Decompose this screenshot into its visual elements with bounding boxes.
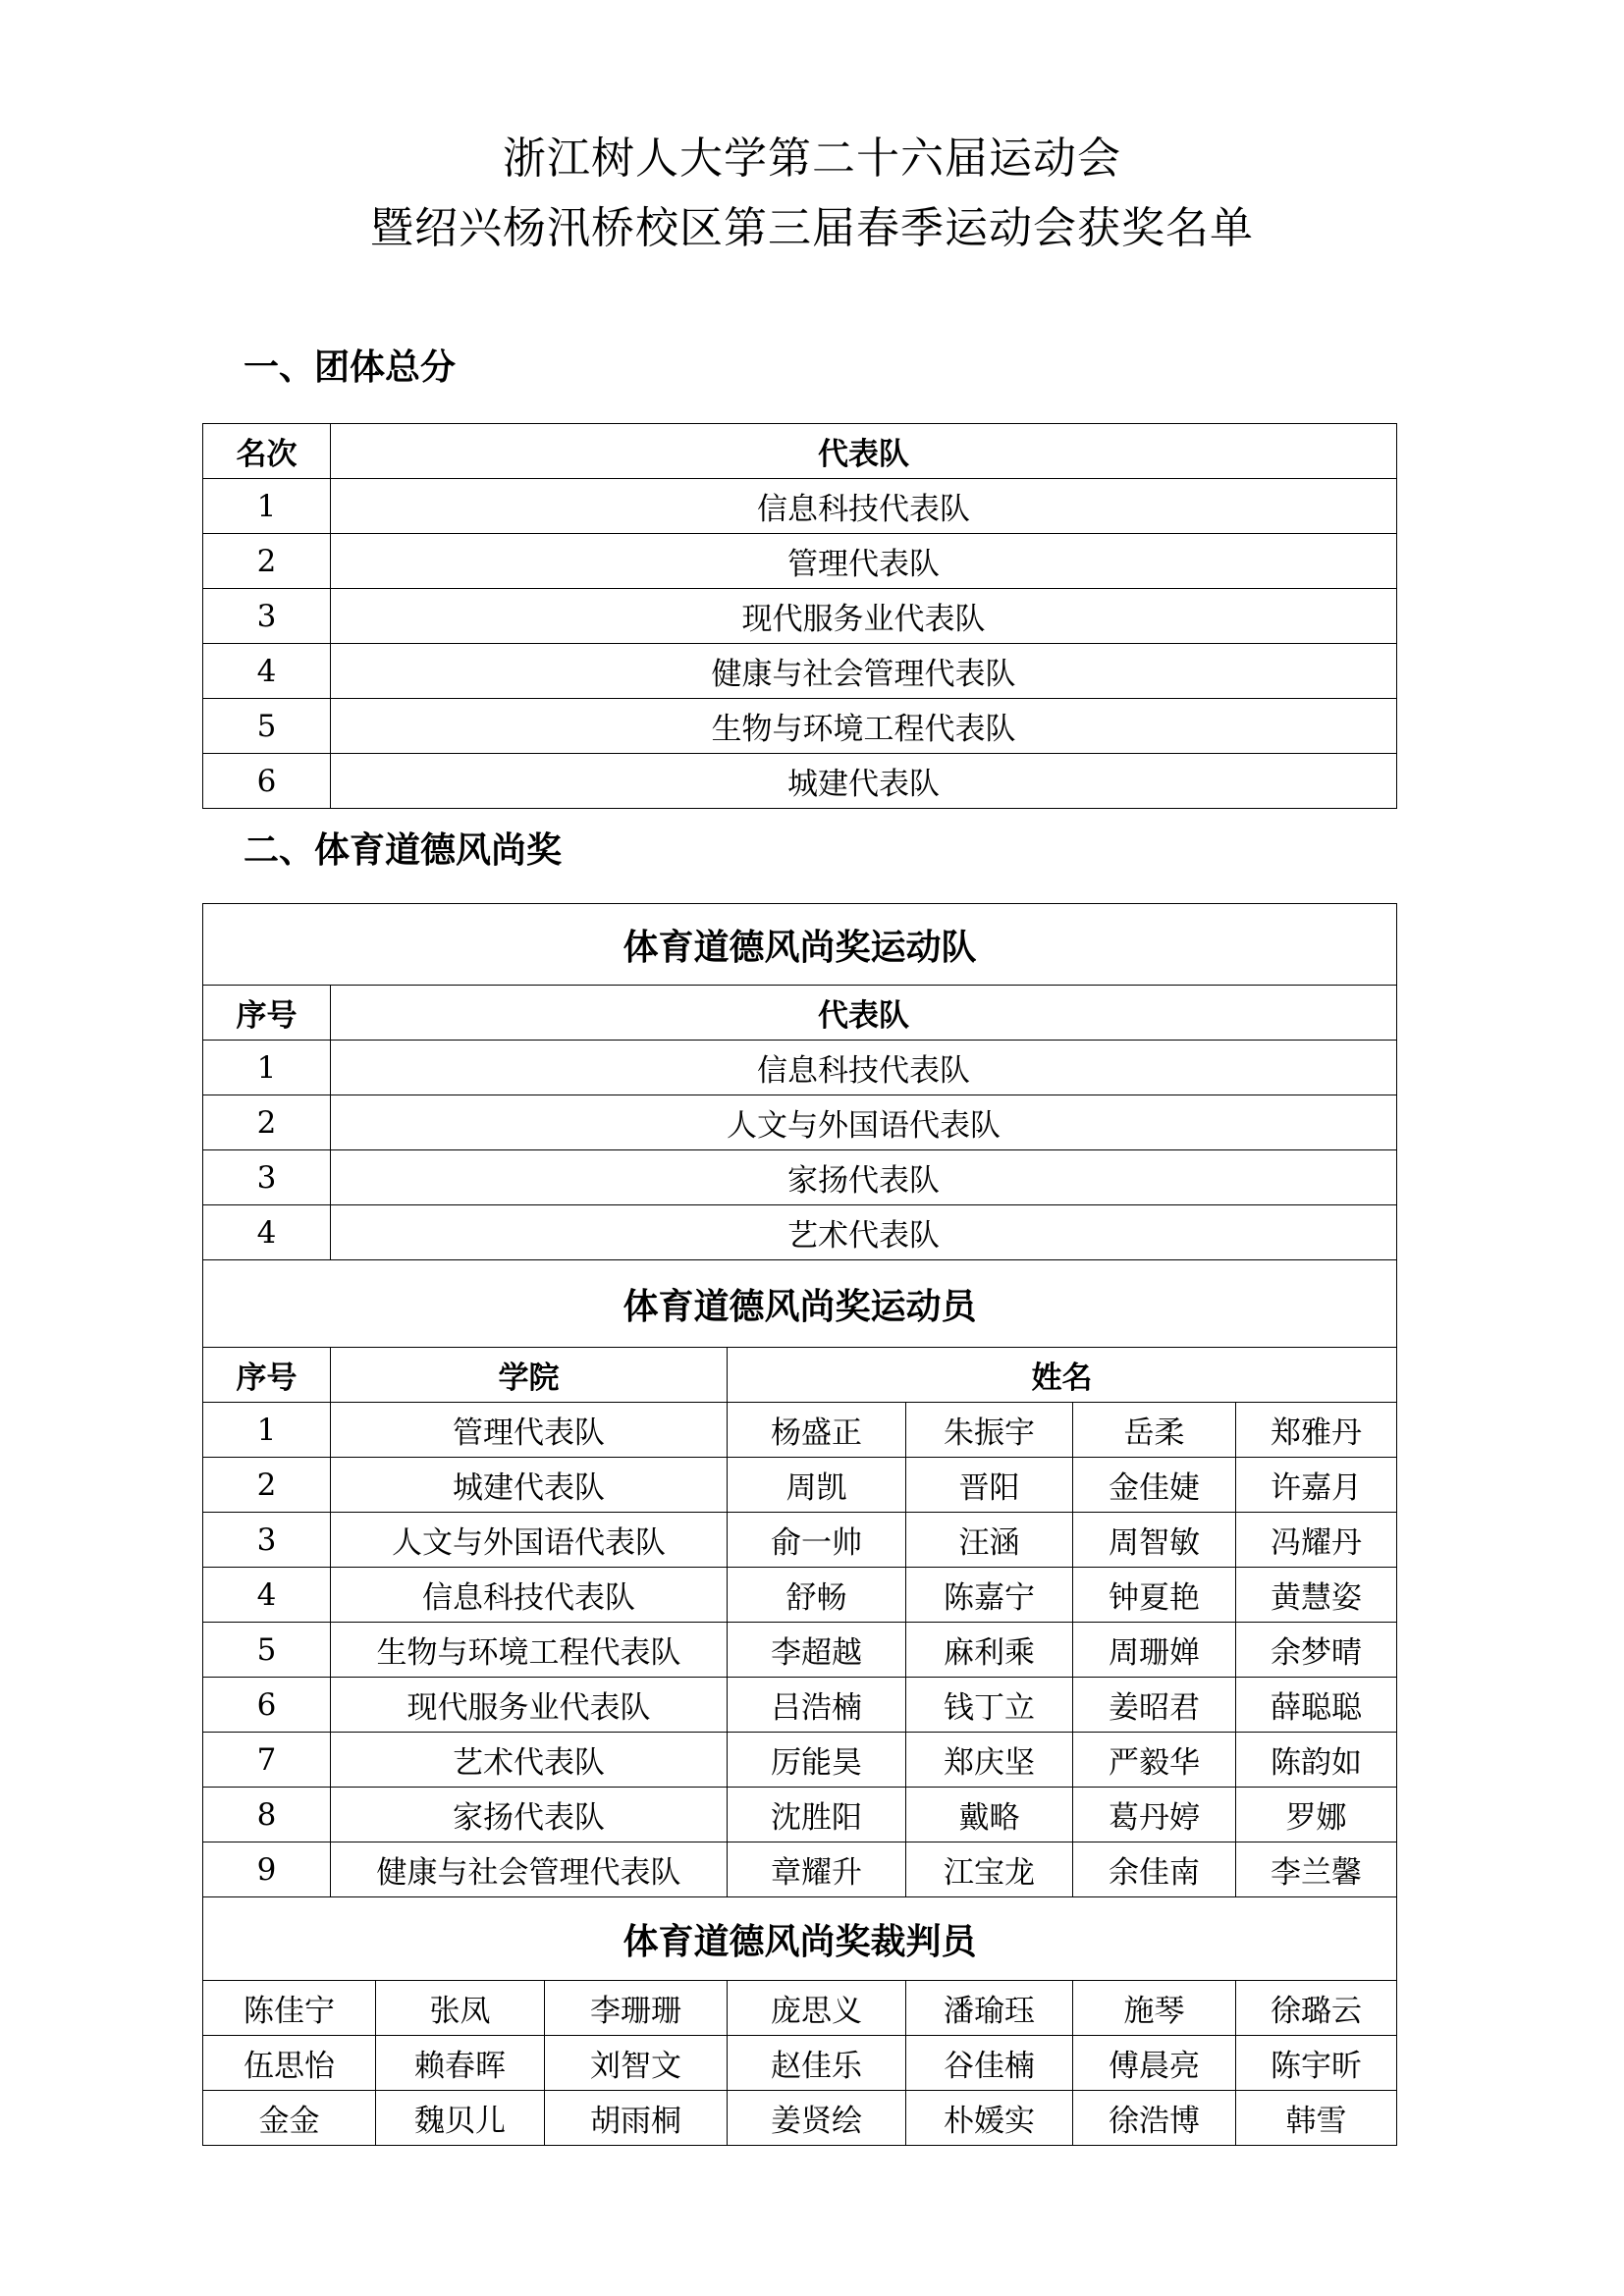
referee-name-cell: 张凤 — [376, 1981, 545, 2036]
table-row — [203, 1458, 1397, 1513]
table-header-row — [203, 1348, 1397, 1403]
table-row — [203, 1842, 1397, 1897]
section-heading-sportsmanship-award: 二、体育道德风尚奖 — [244, 830, 563, 871]
team-cell: 家扬代表队 — [331, 1150, 1397, 1205]
athlete-name-cell: 黄慧姿 — [1236, 1568, 1397, 1623]
college-cell: 信息科技代表队 — [331, 1568, 728, 1623]
number-cell: 5 — [203, 1623, 331, 1678]
referee-name-cell: 朴媛实 — [906, 2091, 1073, 2146]
athlete-name-cell: 汪涵 — [906, 1513, 1073, 1568]
athlete-name-cell: 周凯 — [728, 1458, 906, 1513]
award-teams-title-row — [203, 904, 1397, 986]
table-row — [203, 2091, 1397, 2146]
referee-name-cell: 魏贝儿 — [376, 2091, 545, 2146]
team-cell: 艺术代表队 — [331, 1205, 1397, 1260]
referee-name-cell: 姜贤绘 — [728, 2091, 906, 2146]
athlete-name-cell: 朱振宇 — [906, 1403, 1073, 1458]
athlete-name-cell: 李超越 — [728, 1623, 906, 1678]
referee-name-cell: 李珊珊 — [545, 1981, 728, 2036]
team-cell: 城建代表队 — [331, 754, 1397, 809]
athlete-name-cell: 周智敏 — [1073, 1513, 1236, 1568]
athlete-name-cell: 晋阳 — [906, 1458, 1073, 1513]
college-cell: 健康与社会管理代表队 — [331, 1842, 728, 1897]
rank-cell: 5 — [203, 699, 331, 754]
number-cell: 1 — [203, 1041, 331, 1095]
athlete-name-cell: 薛聪聪 — [1236, 1678, 1397, 1733]
athlete-name-cell: 舒畅 — [728, 1568, 906, 1623]
referee-name-cell: 刘智文 — [545, 2036, 728, 2091]
athlete-name-cell: 章耀升 — [728, 1842, 906, 1897]
number-cell: 2 — [203, 1095, 331, 1150]
table-row — [203, 1513, 1397, 1568]
team-total-table — [202, 423, 1397, 809]
team-cell: 人文与外国语代表队 — [331, 1095, 1397, 1150]
college-cell: 家扬代表队 — [331, 1788, 728, 1842]
referee-name-cell: 徐浩博 — [1073, 2091, 1236, 2146]
rank-column-header: 名次 — [203, 424, 331, 479]
table-row — [203, 1981, 1397, 2036]
number-column-header: 序号 — [203, 986, 331, 1041]
award-teams-title: 体育道德风尚奖运动队 — [203, 904, 1397, 986]
rank-cell: 3 — [203, 589, 331, 644]
athlete-name-cell: 郑庆坚 — [906, 1733, 1073, 1788]
athlete-name-cell: 陈韵如 — [1236, 1733, 1397, 1788]
athlete-name-cell: 岳柔 — [1073, 1403, 1236, 1458]
athlete-name-cell: 余梦晴 — [1236, 1623, 1397, 1678]
college-cell: 生物与环境工程代表队 — [331, 1623, 728, 1678]
athlete-name-cell: 郑雅丹 — [1236, 1403, 1397, 1458]
athlete-name-cell: 余佳南 — [1073, 1842, 1236, 1897]
athlete-name-cell: 罗娜 — [1236, 1788, 1397, 1842]
number-cell: 3 — [203, 1150, 331, 1205]
athlete-name-cell: 沈胜阳 — [728, 1788, 906, 1842]
athlete-name-cell: 钱丁立 — [906, 1678, 1073, 1733]
referee-name-cell: 施琴 — [1073, 1981, 1236, 2036]
athlete-name-cell: 吕浩楠 — [728, 1678, 906, 1733]
referee-name-cell: 赖春晖 — [376, 2036, 545, 2091]
athlete-name-cell: 麻利乘 — [906, 1623, 1073, 1678]
number-cell: 7 — [203, 1733, 331, 1788]
table-row — [203, 1623, 1397, 1678]
table-row — [203, 1788, 1397, 1842]
athlete-name-cell: 钟夏艳 — [1073, 1568, 1236, 1623]
athlete-name-cell: 江宝龙 — [906, 1842, 1073, 1897]
table-row — [203, 1403, 1397, 1458]
document-title-line-1: 浙江树人大学第二十六届运动会 — [503, 133, 1121, 184]
table-header-row — [203, 986, 1397, 1041]
number-cell: 1 — [203, 1403, 331, 1458]
referee-name-cell: 胡雨桐 — [545, 2091, 728, 2146]
rank-cell: 4 — [203, 644, 331, 699]
award-referees-title-row — [203, 1897, 1397, 1981]
team-cell: 生物与环境工程代表队 — [331, 699, 1397, 754]
athlete-name-cell: 金佳婕 — [1073, 1458, 1236, 1513]
college-cell: 艺术代表队 — [331, 1733, 728, 1788]
team-column-header: 代表队 — [331, 424, 1397, 479]
team-cell: 管理代表队 — [331, 534, 1397, 589]
table-row — [203, 1041, 1397, 1095]
section-heading-team-total: 一、团体总分 — [244, 347, 457, 388]
table-row — [203, 1095, 1397, 1150]
referee-name-cell: 伍思怡 — [203, 2036, 376, 2091]
referee-name-cell: 谷佳楠 — [906, 2036, 1073, 2091]
table-row — [203, 2036, 1397, 2091]
team-column-header: 代表队 — [331, 986, 1397, 1041]
team-cell: 现代服务业代表队 — [331, 589, 1397, 644]
referee-name-cell: 潘瑜珏 — [906, 1981, 1073, 2036]
referee-name-cell: 韩雪 — [1236, 2091, 1397, 2146]
team-cell: 健康与社会管理代表队 — [331, 644, 1397, 699]
table-row — [203, 589, 1397, 644]
referee-name-cell: 庞思义 — [728, 1981, 906, 2036]
table-row — [203, 644, 1397, 699]
athlete-name-cell: 周珊婵 — [1073, 1623, 1236, 1678]
referee-name-cell: 金金 — [203, 2091, 376, 2146]
rank-cell: 1 — [203, 479, 331, 534]
athlete-name-cell: 俞一帅 — [728, 1513, 906, 1568]
number-cell: 8 — [203, 1788, 331, 1842]
athlete-name-cell: 姜昭君 — [1073, 1678, 1236, 1733]
referee-name-cell: 傅晨亮 — [1073, 2036, 1236, 2091]
award-athletes-title: 体育道德风尚奖运动员 — [203, 1260, 1397, 1348]
table-row — [203, 1678, 1397, 1733]
award-referees-title: 体育道德风尚奖裁判员 — [203, 1897, 1397, 1981]
referee-name-cell: 赵佳乐 — [728, 2036, 906, 2091]
table-row — [203, 534, 1397, 589]
document-title-line-2: 暨绍兴杨汛桥校区第三届春季运动会获奖名单 — [370, 203, 1254, 253]
award-athletes-title-row — [203, 1260, 1397, 1348]
referee-name-cell: 徐璐云 — [1236, 1981, 1397, 2036]
college-cell: 管理代表队 — [331, 1403, 728, 1458]
number-cell: 4 — [203, 1205, 331, 1260]
table-row — [203, 1205, 1397, 1260]
athlete-name-cell: 许嘉月 — [1236, 1458, 1397, 1513]
athlete-name-cell: 严毅华 — [1073, 1733, 1236, 1788]
table-row — [203, 1150, 1397, 1205]
table-row — [203, 1733, 1397, 1788]
college-cell: 现代服务业代表队 — [331, 1678, 728, 1733]
number-cell: 6 — [203, 1678, 331, 1733]
athlete-name-cell: 杨盛正 — [728, 1403, 906, 1458]
college-column-header: 学院 — [331, 1348, 728, 1403]
athlete-name-cell: 李兰馨 — [1236, 1842, 1397, 1897]
team-cell: 信息科技代表队 — [331, 1041, 1397, 1095]
athlete-name-cell: 葛丹婷 — [1073, 1788, 1236, 1842]
number-cell: 2 — [203, 1458, 331, 1513]
table-header-row — [203, 424, 1397, 479]
number-cell: 3 — [203, 1513, 331, 1568]
rank-cell: 6 — [203, 754, 331, 809]
college-cell: 人文与外国语代表队 — [331, 1513, 728, 1568]
athlete-name-cell: 冯耀丹 — [1236, 1513, 1397, 1568]
number-column-header: 序号 — [203, 1348, 331, 1403]
referee-name-cell: 陈佳宁 — [203, 1981, 376, 2036]
college-cell: 城建代表队 — [331, 1458, 728, 1513]
names-column-header: 姓名 — [728, 1348, 1397, 1403]
athlete-name-cell: 陈嘉宁 — [906, 1568, 1073, 1623]
athlete-name-cell: 厉能昊 — [728, 1733, 906, 1788]
sportsmanship-award-table — [202, 903, 1397, 2146]
table-row — [203, 699, 1397, 754]
team-cell: 信息科技代表队 — [331, 479, 1397, 534]
rank-cell: 2 — [203, 534, 331, 589]
referee-name-cell: 陈宇昕 — [1236, 2036, 1397, 2091]
number-cell: 9 — [203, 1842, 331, 1897]
table-row — [203, 479, 1397, 534]
number-cell: 4 — [203, 1568, 331, 1623]
table-row — [203, 1568, 1397, 1623]
athlete-name-cell: 戴略 — [906, 1788, 1073, 1842]
table-row — [203, 754, 1397, 809]
